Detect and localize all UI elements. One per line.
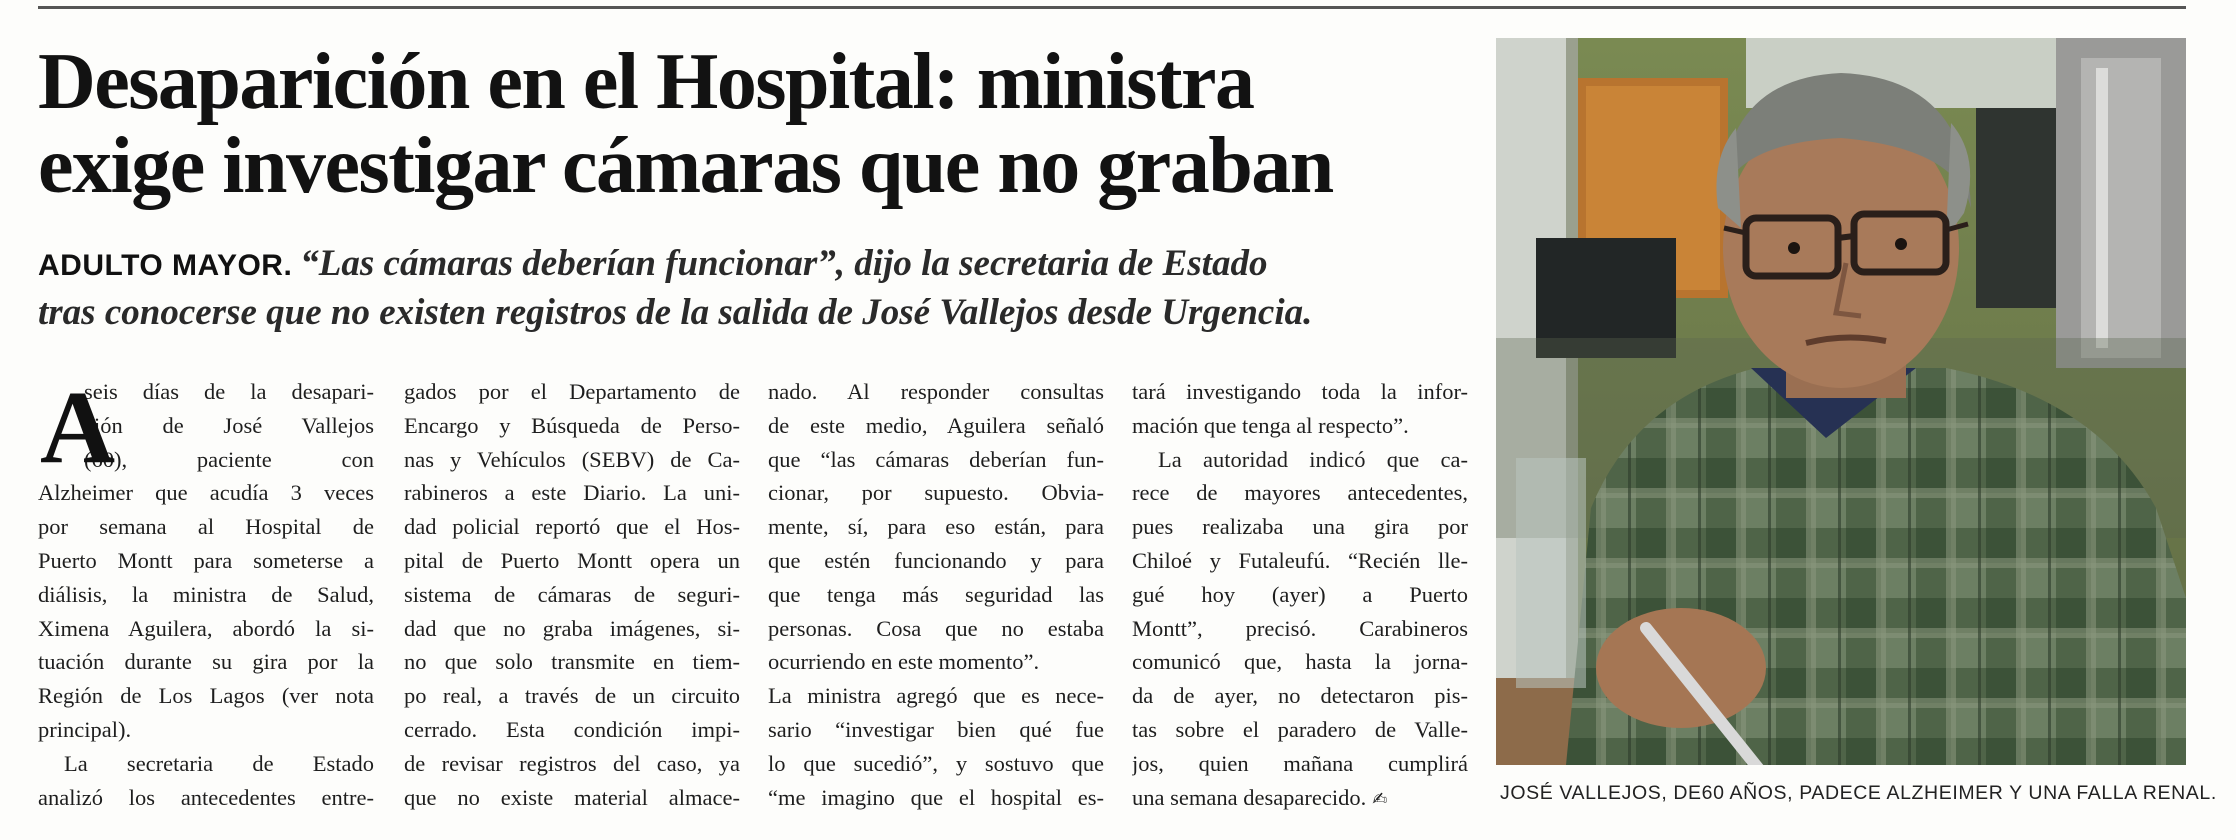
body-line: rabineros a este Diario. La uni- (404, 480, 740, 506)
body-column-1 (38, 370, 374, 814)
body-line: jos, quien mañana cumplirá (1132, 750, 1468, 776)
body-line: La secretaria de Estado (64, 750, 374, 776)
body-line: de revisar registros del caso, ya (404, 750, 740, 776)
body-line: (60), paciente con (84, 446, 374, 472)
body-line: Puerto Montt para someterse a (38, 547, 374, 573)
body-line: de este medio, Aguilera señaló (768, 412, 1104, 438)
photo-caption: JOSÉ VALLEJOS, DE60 AÑOS, PADECE ALZHEIMER Y UNA FALLA RENAL. (1500, 782, 2217, 804)
body-line: rece de mayores antecedentes, (1132, 480, 1468, 506)
body-line: Alzheimer que acudía 3 veces (38, 480, 374, 506)
deck-kicker: ADULTO MAYOR. (38, 249, 293, 282)
body-line: Región de Los Lagos (ver nota (38, 683, 374, 709)
body-line: no que solo transmite en tiem- (404, 649, 740, 675)
body-line: principal). (38, 716, 132, 742)
body-line: Ximena Aguilera, abordó la si- (38, 615, 374, 641)
body-line: da de ayer, no detectaron pis- (1132, 683, 1468, 709)
body-line: lo que sucedió”, y sostuvo que (768, 750, 1104, 776)
body-line: ocurriendo en este momento”. (768, 649, 1040, 675)
body-line: Encargo y Búsqueda de Perso- (404, 412, 740, 438)
body-line: personas. Cosa que no estaba (768, 615, 1104, 641)
body-line: pues realizaba una gira por (1132, 514, 1468, 540)
man-with-glasses-photo-icon (1496, 38, 2186, 765)
body-column-2 (404, 375, 740, 814)
body-line: comunicó que, hasta la jorna- (1132, 649, 1468, 675)
body-line: gué hoy (ayer) a Puerto (1132, 581, 1468, 607)
headline (38, 40, 1478, 208)
body-line: gados por el Departamento de (404, 379, 740, 404)
body-line: po real, a través de un circuito (404, 683, 740, 709)
deck-line-2: tras conocerse que no existen registros de la salida de José Vallejos desde Urgencia. (38, 292, 1313, 333)
body-line: “me imagino que el hospital es- (768, 784, 1104, 810)
body-line: diálisis, la ministra de Salud, (38, 581, 374, 607)
body-line: Chiloé y Futaleufú. “Recién lle- (1132, 547, 1468, 573)
body-line: una semana desaparecido. (1132, 784, 1367, 810)
dropcap: A (40, 370, 116, 485)
body-line: dad que no graba imágenes, si- (404, 615, 740, 641)
body-column-4 (1132, 375, 1468, 816)
headline-line-1: Desaparición en el Hospital: ministra (38, 38, 1254, 126)
body-line: mación que tenga al respecto”. (1132, 412, 1409, 438)
body-line: tuación durante su gira por la (38, 649, 374, 675)
body-line: tas sobre el paradero de Valle- (1132, 716, 1468, 742)
body-line: La ministra agregó que es nece- (768, 683, 1104, 709)
body-line: Montt”, precisó. Carabineros (1132, 615, 1468, 641)
body-line: dad policial reportó que el Hos- (404, 514, 740, 540)
body-line: analizó los antecedentes entre- (38, 784, 374, 810)
body-line: ción de José Vallejos (84, 412, 374, 438)
body-line: nas y Vehículos (SEBV) de Ca- (404, 446, 740, 472)
body-line: que no existe material almace- (404, 784, 740, 810)
body-line: que estén funcionando y para (768, 547, 1104, 573)
body-line: La autoridad indicó que ca- (1158, 446, 1468, 472)
body-line: seis días de la desapari- (84, 379, 374, 404)
deck-line-1: “Las cámaras deberían funcionar”, dijo la secretaria de Estado (300, 243, 1268, 284)
body-line: mente, sí, para eso están, para (768, 514, 1104, 540)
body-line: por semana al Hospital de (38, 514, 374, 540)
body-line: que tenga más seguridad las (768, 581, 1104, 607)
body-line: pital de Puerto Montt opera un (404, 547, 740, 573)
top-rule (38, 6, 2186, 9)
body-line: que “las cámaras deberían fun- (768, 446, 1104, 472)
headline-line-2: exige investigar cámaras que no graban (38, 122, 1333, 210)
end-mark-icon: ✍ (1372, 788, 1388, 810)
body-column-3 (768, 375, 1104, 814)
body-line: cionar, por supuesto. Obvia- (768, 480, 1104, 506)
body-line: sario “investigar bien qué fue (768, 716, 1104, 742)
body-line: cerrado. Esta condición impi- (404, 716, 740, 742)
deck (38, 240, 1488, 336)
body-line: nado. Al responder consultas (768, 379, 1104, 404)
body-line: tará investigando toda la infor- (1132, 379, 1468, 404)
article-photo (1496, 38, 2186, 765)
body-line: sistema de cámaras de seguri- (404, 581, 740, 607)
